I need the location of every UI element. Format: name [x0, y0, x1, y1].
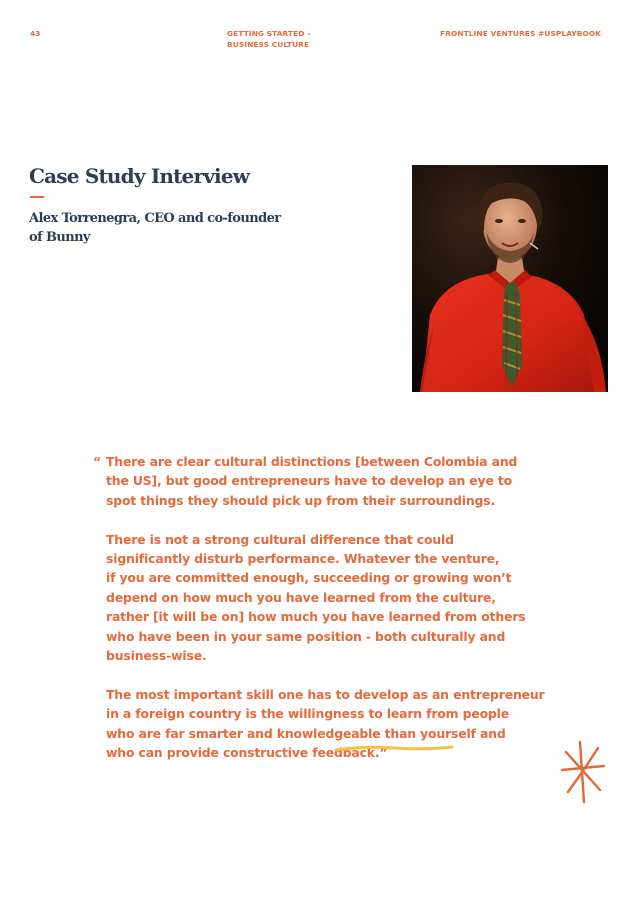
- brand-label: FRONTLINE VENTURES #USPLAYBOOK: [440, 29, 602, 38]
- quote-line: depend on how much you have learned from the culture,: [106, 589, 496, 605]
- quote-line: who have been in your same position - both culturally and: [106, 628, 506, 644]
- subtitle-line: Alex Torrenegra, CEO and co-founder: [29, 211, 281, 226]
- quote-line: significantly disturb performance. Whatever the venture,: [106, 551, 500, 567]
- page-title: Case Study Interview: [29, 164, 250, 188]
- highlight-underline: [334, 744, 454, 754]
- quote-line: in a foreign country is the willingness to learn from people: [106, 706, 510, 722]
- section-title-line: GETTING STARTED –: [227, 29, 312, 38]
- quote-line: There are clear cultural distinctions [between Colombia and: [106, 454, 518, 469]
- quote-line: the US], but good entrepreneurs have to develop an eye to: [106, 473, 513, 489]
- quote-line: who can provide constructive feedback.”: [106, 745, 388, 761]
- asterisk-doodle-icon: [558, 740, 608, 804]
- subtitle-line: of Bunny: [29, 230, 90, 245]
- quote-paragraph: [106, 452, 606, 510]
- page-subtitle: [29, 209, 329, 247]
- title-rule: [30, 196, 44, 198]
- quote-line: if you are committed enough, succeeding or growing won’t: [106, 570, 512, 586]
- quote-line: business-wise.: [106, 648, 207, 664]
- portrait-illustration: [412, 165, 608, 392]
- page-number: 43: [30, 29, 41, 38]
- quote-paragraph: [106, 530, 606, 666]
- portrait-photo: [412, 165, 608, 392]
- quote-line: The most important skill one has to develop as an entrepreneur: [106, 686, 545, 702]
- section-title-line: BUSINESS CULTURE: [227, 40, 310, 49]
- interview-quote: [106, 452, 606, 782]
- section-title: [227, 28, 347, 50]
- open-quote-mark: “: [93, 454, 102, 469]
- quote-line: There is not a strong cultural difference that could: [106, 531, 454, 547]
- quote-line: rather [it will be on] how much you have learned from others: [106, 609, 526, 625]
- quote-line: who are far smarter and knowledgeable than yourself and: [106, 725, 506, 741]
- quote-line: spot things they should pick up from their surroundings.: [106, 492, 496, 508]
